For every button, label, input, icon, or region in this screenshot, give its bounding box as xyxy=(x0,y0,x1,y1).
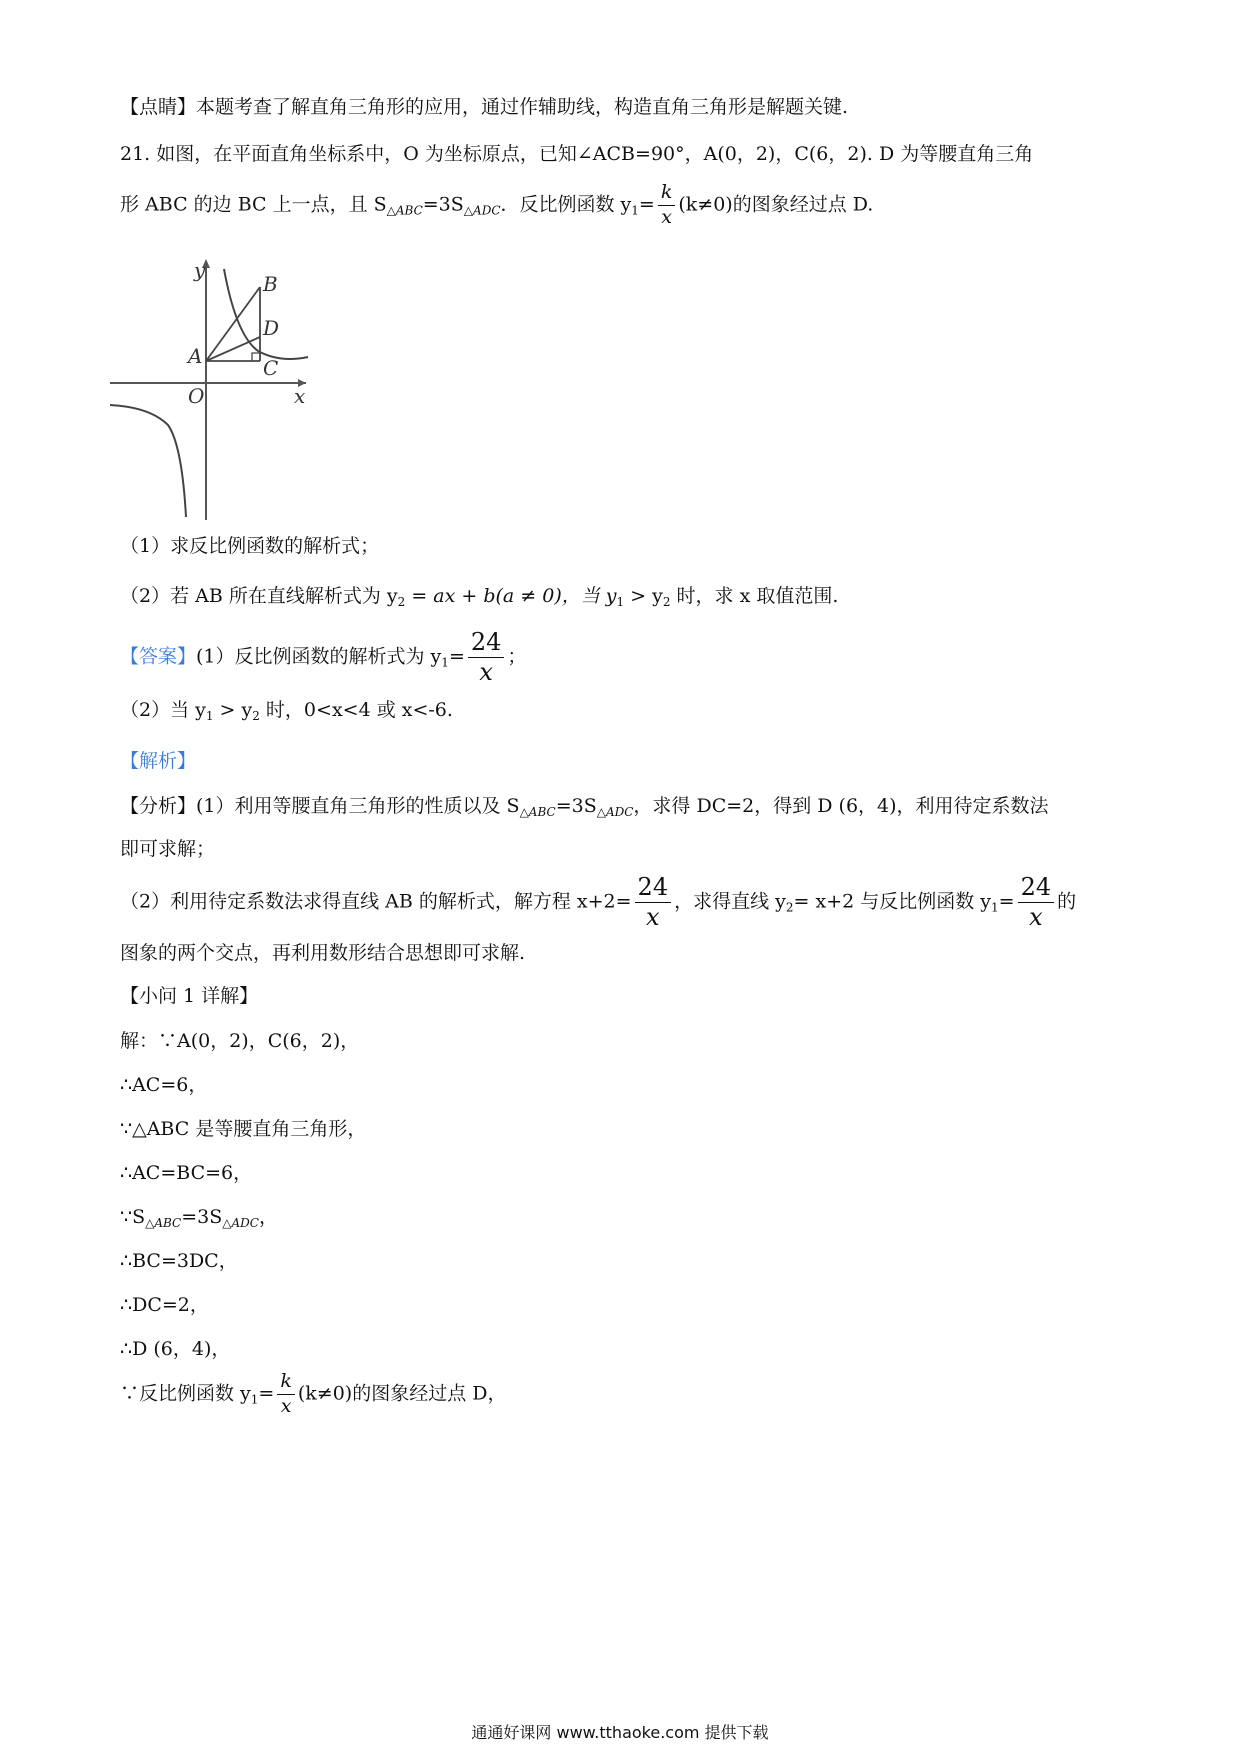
q2-text-c: ．反比例函数 y xyxy=(500,193,632,216)
label-x: x xyxy=(294,384,306,408)
answer2-text-b: > y xyxy=(213,699,253,721)
sub2-sub-2b: 2 xyxy=(662,595,671,609)
coordinate-figure xyxy=(110,255,340,525)
right-angle-mark xyxy=(252,353,260,361)
step-1: 解：∵A(0，2)，C(6，2)， xyxy=(120,1030,360,1052)
fraction-k-over-x-2 xyxy=(277,1372,295,1417)
frac-num-k-2: k xyxy=(277,1372,295,1395)
label-y: y xyxy=(194,258,206,282)
analysis-line-2: 即可求解； xyxy=(120,838,216,860)
q2-eq: = xyxy=(638,193,655,216)
answer1-eq: = xyxy=(448,645,465,668)
answer2-sub-1: 1 xyxy=(205,709,214,723)
frac-den-x-5: x xyxy=(280,1394,292,1417)
subquestion-1: （1）求反比例函数的解析式； xyxy=(120,535,380,557)
answer-tag: 【答案】 xyxy=(120,645,197,668)
question-text-1: 如图，在平面直角坐标系中，O 为坐标原点，已知∠ACB=90°，A(0，2)，C(6，2). D 为等腰直角三角 xyxy=(156,143,1034,165)
frac-num-24-b: 24 xyxy=(635,875,672,903)
hyperbola-branch-q3 xyxy=(110,405,186,517)
label-a: A xyxy=(188,344,203,368)
page-footer: 通通好课网 www.tthaoke.com 提供下载 xyxy=(471,1723,769,1742)
frac-den-x-3: x xyxy=(646,903,660,932)
xiaowen-tag: 【小问 1 详解】 xyxy=(120,985,259,1007)
sub2-sub-1: 1 xyxy=(616,595,625,609)
frac-num-24-c: 24 xyxy=(1018,875,1055,903)
dianjing-note: 【点睛】本题考查了解直角三角形的应用，通过作辅助线，构造直角三角形是解题关键. xyxy=(120,96,849,118)
s5-sub-abc: △ABC xyxy=(145,1216,182,1230)
step-8: ∴D (6，4)， xyxy=(120,1338,231,1360)
s5-text-c: ， xyxy=(258,1206,278,1228)
answer-line-2 xyxy=(120,699,453,723)
question-number: 21. xyxy=(120,143,151,165)
fenxi2-text-a: （2）利用待定系数法求得直线 AB 的解析式，解方程 x+2= xyxy=(120,890,632,913)
sub2-sub-2: 2 xyxy=(397,595,406,609)
fenxi2-text-c: = x+2 与反比例函数 y xyxy=(793,890,992,913)
question-line-1 xyxy=(120,143,1033,166)
sub2-text-b: = ax + b(a ≠ 0)，当 y xyxy=(405,585,617,607)
s9-sub-1: 1 xyxy=(250,1392,259,1407)
s5-sub-adc: △ADC xyxy=(222,1216,259,1230)
q2-text-a: 形 ABC 的边 BC 上一点，且 S xyxy=(120,193,387,216)
answer-line-1 xyxy=(120,630,526,685)
label-c: C xyxy=(263,356,279,380)
fenxi2-sub-2: 2 xyxy=(785,900,794,915)
analysis-line-3 xyxy=(120,875,1076,930)
frac-den-x-2: x xyxy=(479,658,493,687)
jiexi-tag: 【解析】 xyxy=(120,750,197,772)
fenxi-sub-abc: △ABC xyxy=(519,805,556,819)
fenxi-text-c: ，求得 DC=2，得到 D (6，4)，利用待定系数法 xyxy=(633,795,1049,817)
step-6: ∴BC=3DC， xyxy=(120,1250,238,1272)
q2-text-b: =3S xyxy=(422,193,464,216)
step-3: ∵△ABC 是等腰直角三角形， xyxy=(120,1118,367,1140)
q2-text-e: (k≠0)的图象经过点 D. xyxy=(678,193,874,216)
label-o: O xyxy=(188,384,205,408)
frac-num-24: 24 xyxy=(468,630,505,658)
step-7: ∴DC=2， xyxy=(120,1294,209,1316)
analysis-line-4: 图象的两个交点，再利用数形结合思想即可求解. xyxy=(120,942,526,964)
frac-num-k: k xyxy=(658,183,676,206)
fenxi-text-b: =3S xyxy=(555,795,597,817)
step-9 xyxy=(120,1372,506,1417)
fraction-k-over-x xyxy=(658,183,676,228)
step-2: ∴AC=6， xyxy=(120,1074,208,1096)
s9-text-a: ∵反比例函数 y xyxy=(120,1382,251,1405)
fenxi2-sub-1: 1 xyxy=(991,900,999,915)
fenxi-text-a: 【分析】(1）利用等腰直角三角形的性质以及 S xyxy=(120,795,520,817)
fraction-24-over-x-2 xyxy=(635,875,672,930)
fenxi2-text-e: 的 xyxy=(1057,890,1077,913)
q2-sub-adc: △ADC xyxy=(463,203,501,218)
q2-sub-1: 1 xyxy=(631,203,639,218)
answer2-sub-2: 2 xyxy=(252,709,260,723)
s9-eq: = xyxy=(258,1382,275,1405)
answer2-text-c: 时，0<x<4 或 x<-6. xyxy=(259,699,453,721)
s9-text-c: (k≠0)的图象经过点 D， xyxy=(297,1382,507,1405)
frac-den-x-4: x xyxy=(1029,903,1043,932)
step-4: ∴AC=BC=6， xyxy=(120,1162,253,1184)
s5-text-a: ∵S xyxy=(120,1206,146,1228)
label-d: D xyxy=(263,316,280,340)
sub2-text-a: （2）若 AB 所在直线解析式为 y xyxy=(120,585,398,607)
fenxi2-text-b: ，求得直线 y xyxy=(674,890,786,913)
fraction-24-over-x xyxy=(468,630,505,685)
fenxi-sub-adc: △ADC xyxy=(596,805,634,819)
s5-text-b: =3S xyxy=(181,1206,223,1228)
sub2-text-c: > y xyxy=(624,585,663,607)
label-b: B xyxy=(263,272,278,296)
step-5 xyxy=(120,1206,278,1230)
analysis-line-1 xyxy=(120,795,1049,819)
fenxi2-eq: = xyxy=(998,890,1015,913)
question-line-2 xyxy=(120,183,873,228)
answer1-text-c: ； xyxy=(507,645,527,668)
sub2-text-d: 时，求 x 取值范围. xyxy=(670,585,839,607)
fraction-24-over-x-3 xyxy=(1018,875,1055,930)
q2-sub-abc: △ABC xyxy=(386,203,423,218)
frac-den-x: x xyxy=(661,205,672,228)
answer1-text-a: (1）反比例函数的解析式为 y xyxy=(196,645,442,668)
answer1-sub: 1 xyxy=(441,655,449,670)
subquestion-2 xyxy=(120,585,838,609)
answer2-text-a: （2）当 y xyxy=(120,699,206,721)
